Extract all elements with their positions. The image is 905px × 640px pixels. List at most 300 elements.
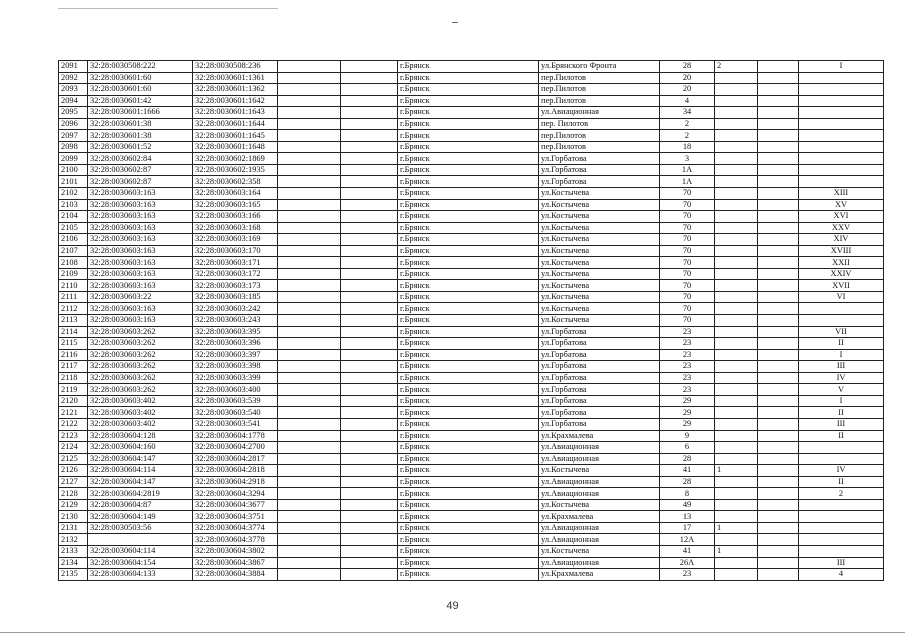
city-cell: г.Брянск <box>398 245 539 257</box>
house-number-cell: 17 <box>660 522 715 534</box>
parent-cadastral-number-cell: 32:28:0030603:402 <box>88 418 193 430</box>
building-cell <box>715 164 758 176</box>
city-cell: г.Брянск <box>398 534 539 546</box>
empty-cell <box>278 384 341 396</box>
cadastral-number-cell: 32:28:0030601:1645 <box>193 130 278 142</box>
cadastral-number-cell: 32:28:0030604:2918 <box>193 476 278 488</box>
empty-cell <box>341 107 398 119</box>
record-number-cell: 2116 <box>59 349 88 361</box>
street-cell: ул.Костычева <box>539 303 660 315</box>
room-number-cell <box>799 442 884 454</box>
empty-cell <box>341 465 398 477</box>
empty-cell <box>758 338 799 350</box>
cadastral-number-cell: 32:28:0030604:2817 <box>193 453 278 465</box>
empty-cell <box>278 418 341 430</box>
empty-cell <box>341 569 398 581</box>
city-cell: г.Брянск <box>398 569 539 581</box>
house-number-cell: 1А <box>660 176 715 188</box>
house-number-cell: 23 <box>660 384 715 396</box>
house-number-cell: 28 <box>660 476 715 488</box>
empty-cell <box>341 499 398 511</box>
table-row <box>59 545 884 557</box>
city-cell: г.Брянск <box>398 211 539 223</box>
table-row <box>59 222 884 234</box>
house-number-cell: 9 <box>660 430 715 442</box>
city-cell: г.Брянск <box>398 407 539 419</box>
street-cell: ул.Костычева <box>539 188 660 200</box>
room-number-cell: XXII <box>799 257 884 269</box>
city-cell: г.Брянск <box>398 303 539 315</box>
house-number-cell: 70 <box>660 291 715 303</box>
parent-cadastral-number-cell: 32:28:0030604:114 <box>88 545 193 557</box>
empty-cell <box>758 442 799 454</box>
city-cell: г.Брянск <box>398 545 539 557</box>
city-cell: г.Брянск <box>398 361 539 373</box>
empty-cell <box>758 545 799 557</box>
table-row <box>59 315 884 327</box>
building-cell <box>715 130 758 142</box>
house-number-cell: 2 <box>660 118 715 130</box>
city-cell: г.Брянск <box>398 234 539 246</box>
parent-cadastral-number-cell: 32:28:0030601:38 <box>88 118 193 130</box>
parent-cadastral-number-cell: 32:28:0030601:52 <box>88 141 193 153</box>
empty-cell <box>758 257 799 269</box>
empty-cell <box>758 222 799 234</box>
empty-cell <box>341 395 398 407</box>
empty-cell <box>758 188 799 200</box>
parent-cadastral-number-cell <box>88 534 193 546</box>
cadastral-number-cell: 32:28:0030603:173 <box>193 280 278 292</box>
street-cell: ул.Костычева <box>539 465 660 477</box>
building-cell <box>715 245 758 257</box>
parent-cadastral-number-cell: 32:28:0030603:163 <box>88 303 193 315</box>
street-cell: ул.Костычева <box>539 257 660 269</box>
empty-cell <box>278 361 341 373</box>
cadastral-number-cell: 32:28:0030601:1643 <box>193 107 278 119</box>
parent-cadastral-number-cell: 32:28:0030503:56 <box>88 522 193 534</box>
cadastral-number-cell: 32:28:0030601:1362 <box>193 84 278 96</box>
city-cell: г.Брянск <box>398 153 539 165</box>
empty-cell <box>341 476 398 488</box>
room-number-cell <box>799 499 884 511</box>
city-cell: г.Брянск <box>398 268 539 280</box>
empty-cell <box>758 453 799 465</box>
empty-cell <box>341 315 398 327</box>
table-row <box>59 268 884 280</box>
table-row <box>59 303 884 315</box>
empty-cell <box>278 72 341 84</box>
record-number-cell: 2120 <box>59 395 88 407</box>
table-row <box>59 188 884 200</box>
empty-cell <box>758 395 799 407</box>
cadastral-number-cell: 32:28:0030601:1644 <box>193 118 278 130</box>
record-number-cell: 2107 <box>59 245 88 257</box>
cadastral-number-cell: 32:28:0030603:541 <box>193 418 278 430</box>
empty-cell <box>341 522 398 534</box>
city-cell: г.Брянск <box>398 164 539 176</box>
room-number-cell <box>799 176 884 188</box>
house-number-cell: 70 <box>660 280 715 292</box>
building-cell <box>715 315 758 327</box>
empty-cell <box>278 153 341 165</box>
building-cell <box>715 569 758 581</box>
table-row <box>59 95 884 107</box>
cadastral-number-cell: 32:28:0030602:358 <box>193 176 278 188</box>
room-number-cell <box>799 72 884 84</box>
empty-cell <box>278 569 341 581</box>
building-cell: 1 <box>715 465 758 477</box>
empty-cell <box>341 176 398 188</box>
building-cell <box>715 395 758 407</box>
empty-cell <box>278 499 341 511</box>
table-row <box>59 280 884 292</box>
street-cell: ул.Крахмалева <box>539 511 660 523</box>
cadastral-number-cell: 32:28:0030604:3802 <box>193 545 278 557</box>
empty-cell <box>758 84 799 96</box>
cadastral-number-cell: 32:28:0030603:396 <box>193 338 278 350</box>
building-cell <box>715 453 758 465</box>
table-row <box>59 522 884 534</box>
street-cell: ул.Авиационная <box>539 488 660 500</box>
empty-cell <box>341 488 398 500</box>
street-cell: ул.Костычева <box>539 234 660 246</box>
record-number-cell: 2093 <box>59 84 88 96</box>
room-number-cell <box>799 95 884 107</box>
city-cell: г.Брянск <box>398 499 539 511</box>
cadastral-number-cell: 32:28:0030603:243 <box>193 315 278 327</box>
parent-cadastral-number-cell: 32:28:0030603:262 <box>88 326 193 338</box>
building-cell <box>715 442 758 454</box>
cadastral-number-cell: 32:28:0030603:168 <box>193 222 278 234</box>
table-row <box>59 245 884 257</box>
empty-cell <box>758 303 799 315</box>
record-number-cell: 2096 <box>59 118 88 130</box>
record-number-cell: 2091 <box>59 61 88 73</box>
building-cell <box>715 107 758 119</box>
empty-cell <box>341 545 398 557</box>
table-row <box>59 384 884 396</box>
parent-cadastral-number-cell: 32:28:0030604:147 <box>88 476 193 488</box>
parent-cadastral-number-cell: 32:28:0030603:163 <box>88 211 193 223</box>
parent-cadastral-number-cell: 32:28:0030603:163 <box>88 315 193 327</box>
empty-cell <box>341 130 398 142</box>
empty-cell <box>278 84 341 96</box>
parent-cadastral-number-cell: 32:28:0030603:163 <box>88 234 193 246</box>
cadastral-number-cell: 32:28:0030603:397 <box>193 349 278 361</box>
street-cell: пер.Пилотов <box>539 95 660 107</box>
room-number-cell: VII <box>799 326 884 338</box>
street-cell: ул.Крахмалева <box>539 569 660 581</box>
empty-cell <box>341 72 398 84</box>
city-cell: г.Брянск <box>398 72 539 84</box>
empty-cell <box>278 141 341 153</box>
house-number-cell: 70 <box>660 257 715 269</box>
empty-cell <box>278 522 341 534</box>
empty-cell <box>278 326 341 338</box>
table-row <box>59 349 884 361</box>
room-number-cell: III <box>799 361 884 373</box>
empty-cell <box>758 245 799 257</box>
cadastral-number-cell: 32:28:0030602:1935 <box>193 164 278 176</box>
house-number-cell: 2 <box>660 130 715 142</box>
building-cell <box>715 488 758 500</box>
empty-cell <box>341 61 398 73</box>
empty-cell <box>758 557 799 569</box>
cadastral-number-cell: 32:28:0030604:1778 <box>193 430 278 442</box>
empty-cell <box>758 153 799 165</box>
empty-cell <box>278 488 341 500</box>
building-cell <box>715 234 758 246</box>
cadastral-number-cell: 32:28:0030603:171 <box>193 257 278 269</box>
record-number-cell: 2119 <box>59 384 88 396</box>
parent-cadastral-number-cell: 32:28:0030602:84 <box>88 153 193 165</box>
empty-cell <box>758 465 799 477</box>
empty-cell <box>278 511 341 523</box>
record-number-cell: 2098 <box>59 141 88 153</box>
house-number-cell: 1А <box>660 164 715 176</box>
empty-cell <box>278 395 341 407</box>
empty-cell <box>758 522 799 534</box>
city-cell: г.Брянск <box>398 84 539 96</box>
street-cell: пер.Пилотов <box>539 72 660 84</box>
cadastral-number-cell: 32:28:0030603:169 <box>193 234 278 246</box>
room-number-cell: I <box>799 61 884 73</box>
record-number-cell: 2129 <box>59 499 88 511</box>
table-row <box>59 176 884 188</box>
empty-cell <box>758 164 799 176</box>
street-cell: ул.Горбатова <box>539 361 660 373</box>
table-row <box>59 326 884 338</box>
record-number-cell: 2102 <box>59 188 88 200</box>
empty-cell <box>758 418 799 430</box>
cadastral-number-cell: 32:28:0030603:395 <box>193 326 278 338</box>
city-cell: г.Брянск <box>398 384 539 396</box>
street-cell: ул.Горбатова <box>539 176 660 188</box>
empty-cell <box>341 199 398 211</box>
street-cell: ул.Горбатова <box>539 164 660 176</box>
empty-cell <box>341 430 398 442</box>
cadastral-number-cell: 32:28:0030603:399 <box>193 372 278 384</box>
table-row <box>59 338 884 350</box>
empty-cell <box>278 188 341 200</box>
record-number-cell: 2117 <box>59 361 88 373</box>
building-cell <box>715 430 758 442</box>
table-row <box>59 430 884 442</box>
city-cell: г.Брянск <box>398 315 539 327</box>
record-number-cell: 2128 <box>59 488 88 500</box>
room-number-cell <box>799 141 884 153</box>
house-number-cell: 23 <box>660 326 715 338</box>
cadastral-number-cell: 32:28:0030603:242 <box>193 303 278 315</box>
parent-cadastral-number-cell: 32:28:0030603:262 <box>88 349 193 361</box>
cadastral-number-cell: 32:28:0030604:3677 <box>193 499 278 511</box>
empty-cell <box>341 338 398 350</box>
cadastral-number-cell: 32:28:0030603:540 <box>193 407 278 419</box>
street-cell: ул.Горбатова <box>539 326 660 338</box>
house-number-cell: 70 <box>660 188 715 200</box>
empty-cell <box>278 280 341 292</box>
record-number-cell: 2130 <box>59 511 88 523</box>
record-number-cell: 2109 <box>59 268 88 280</box>
empty-cell <box>341 453 398 465</box>
scan-artifact-bottom-line <box>0 632 905 633</box>
empty-cell <box>758 141 799 153</box>
room-number-cell: I <box>799 395 884 407</box>
building-cell <box>715 141 758 153</box>
street-cell: пер.Пилотов <box>539 141 660 153</box>
cadastral-number-cell: 32:28:0030604:3778 <box>193 534 278 546</box>
city-cell: г.Брянск <box>398 511 539 523</box>
parent-cadastral-number-cell: 32:28:0030604:154 <box>88 557 193 569</box>
room-number-cell: 4 <box>799 569 884 581</box>
city-cell: г.Брянск <box>398 488 539 500</box>
cadastral-number-cell: 32:28:0030603:172 <box>193 268 278 280</box>
parent-cadastral-number-cell: 32:28:0030602:87 <box>88 164 193 176</box>
record-number-cell: 2105 <box>59 222 88 234</box>
building-cell <box>715 384 758 396</box>
empty-cell <box>341 407 398 419</box>
street-cell: ул.Авиационная <box>539 453 660 465</box>
table-row <box>59 361 884 373</box>
house-number-cell: 29 <box>660 418 715 430</box>
table-row <box>59 395 884 407</box>
building-cell <box>715 118 758 130</box>
city-cell: г.Брянск <box>398 326 539 338</box>
house-number-cell: 41 <box>660 465 715 477</box>
table-row <box>59 107 884 119</box>
empty-cell <box>341 349 398 361</box>
city-cell: г.Брянск <box>398 61 539 73</box>
room-number-cell: I <box>799 349 884 361</box>
empty-cell <box>278 557 341 569</box>
house-number-cell: 70 <box>660 234 715 246</box>
cadastral-number-cell: 32:28:0030604:3751 <box>193 511 278 523</box>
empty-cell <box>278 222 341 234</box>
record-number-cell: 2095 <box>59 107 88 119</box>
city-cell: г.Брянск <box>398 338 539 350</box>
room-number-cell <box>799 130 884 142</box>
room-number-cell: II <box>799 430 884 442</box>
record-number-cell: 2114 <box>59 326 88 338</box>
empty-cell <box>278 534 341 546</box>
cadastral-number-cell: 32:28:0030601:1361 <box>193 72 278 84</box>
building-cell <box>715 361 758 373</box>
house-number-cell: 29 <box>660 395 715 407</box>
empty-cell <box>278 349 341 361</box>
house-number-cell: 70 <box>660 222 715 234</box>
room-number-cell: II <box>799 338 884 350</box>
city-cell: г.Брянск <box>398 372 539 384</box>
room-number-cell <box>799 107 884 119</box>
house-number-cell: 41 <box>660 545 715 557</box>
cadastral-number-cell: 32:28:0030603:166 <box>193 211 278 223</box>
empty-cell <box>758 384 799 396</box>
empty-cell <box>758 407 799 419</box>
city-cell: г.Брянск <box>398 118 539 130</box>
record-number-cell: 2126 <box>59 465 88 477</box>
building-cell <box>715 338 758 350</box>
empty-cell <box>278 95 341 107</box>
cadastral-number-cell: 32:28:0030603:398 <box>193 361 278 373</box>
record-number-cell: 2115 <box>59 338 88 350</box>
empty-cell <box>278 199 341 211</box>
empty-cell <box>758 569 799 581</box>
house-number-cell: 20 <box>660 84 715 96</box>
house-number-cell: 3 <box>660 153 715 165</box>
house-number-cell: 70 <box>660 199 715 211</box>
empty-cell <box>341 211 398 223</box>
empty-cell <box>758 349 799 361</box>
house-number-cell: 18 <box>660 141 715 153</box>
empty-cell <box>758 130 799 142</box>
table-row <box>59 511 884 523</box>
building-cell <box>715 349 758 361</box>
empty-cell <box>278 442 341 454</box>
street-cell: ул.Горбатова <box>539 338 660 350</box>
table-row <box>59 442 884 454</box>
building-cell <box>715 84 758 96</box>
house-number-cell: 23 <box>660 569 715 581</box>
empty-cell <box>278 453 341 465</box>
house-number-cell: 26А <box>660 557 715 569</box>
house-number-cell: 8 <box>660 488 715 500</box>
cadastral-number-cell: 32:28:0030604:2700 <box>193 442 278 454</box>
parent-cadastral-number-cell: 32:28:0030508:222 <box>88 61 193 73</box>
room-number-cell: VI <box>799 291 884 303</box>
cadastral-number-cell: 32:28:0030604:2818 <box>193 465 278 477</box>
room-number-cell: XV <box>799 199 884 211</box>
building-cell <box>715 153 758 165</box>
street-cell: пер.Пилотов <box>539 84 660 96</box>
street-cell: ул.Авиационная <box>539 107 660 119</box>
city-cell: г.Брянск <box>398 257 539 269</box>
table-row <box>59 211 884 223</box>
street-cell: ул.Брянского Фронта <box>539 61 660 73</box>
cadastral-number-cell: 32:28:0030603:164 <box>193 188 278 200</box>
room-number-cell: V <box>799 384 884 396</box>
street-cell: ул.Костычева <box>539 291 660 303</box>
record-number-cell: 2108 <box>59 257 88 269</box>
table-row <box>59 557 884 569</box>
parent-cadastral-number-cell: 32:28:0030601:38 <box>88 130 193 142</box>
parent-cadastral-number-cell: 32:28:0030603:262 <box>88 372 193 384</box>
empty-cell <box>758 107 799 119</box>
empty-cell <box>278 372 341 384</box>
room-number-cell: II <box>799 476 884 488</box>
street-cell: ул.Крахмалева <box>539 430 660 442</box>
city-cell: г.Брянск <box>398 465 539 477</box>
street-cell: ул.Костычева <box>539 280 660 292</box>
record-number-cell: 2110 <box>59 280 88 292</box>
building-cell <box>715 199 758 211</box>
empty-cell <box>758 499 799 511</box>
room-number-cell <box>799 153 884 165</box>
empty-cell <box>758 118 799 130</box>
parent-cadastral-number-cell: 32:28:0030604:87 <box>88 499 193 511</box>
empty-cell <box>758 199 799 211</box>
street-cell: пер. Пилотов <box>539 118 660 130</box>
house-number-cell: 20 <box>660 72 715 84</box>
building-cell <box>715 95 758 107</box>
parent-cadastral-number-cell: 32:28:0030604:128 <box>88 430 193 442</box>
room-number-cell: XIV <box>799 234 884 246</box>
house-number-cell: 29 <box>660 407 715 419</box>
building-cell <box>715 222 758 234</box>
room-number-cell <box>799 118 884 130</box>
building-cell: 2 <box>715 61 758 73</box>
room-number-cell <box>799 315 884 327</box>
parent-cadastral-number-cell: 32:28:0030603:163 <box>88 257 193 269</box>
